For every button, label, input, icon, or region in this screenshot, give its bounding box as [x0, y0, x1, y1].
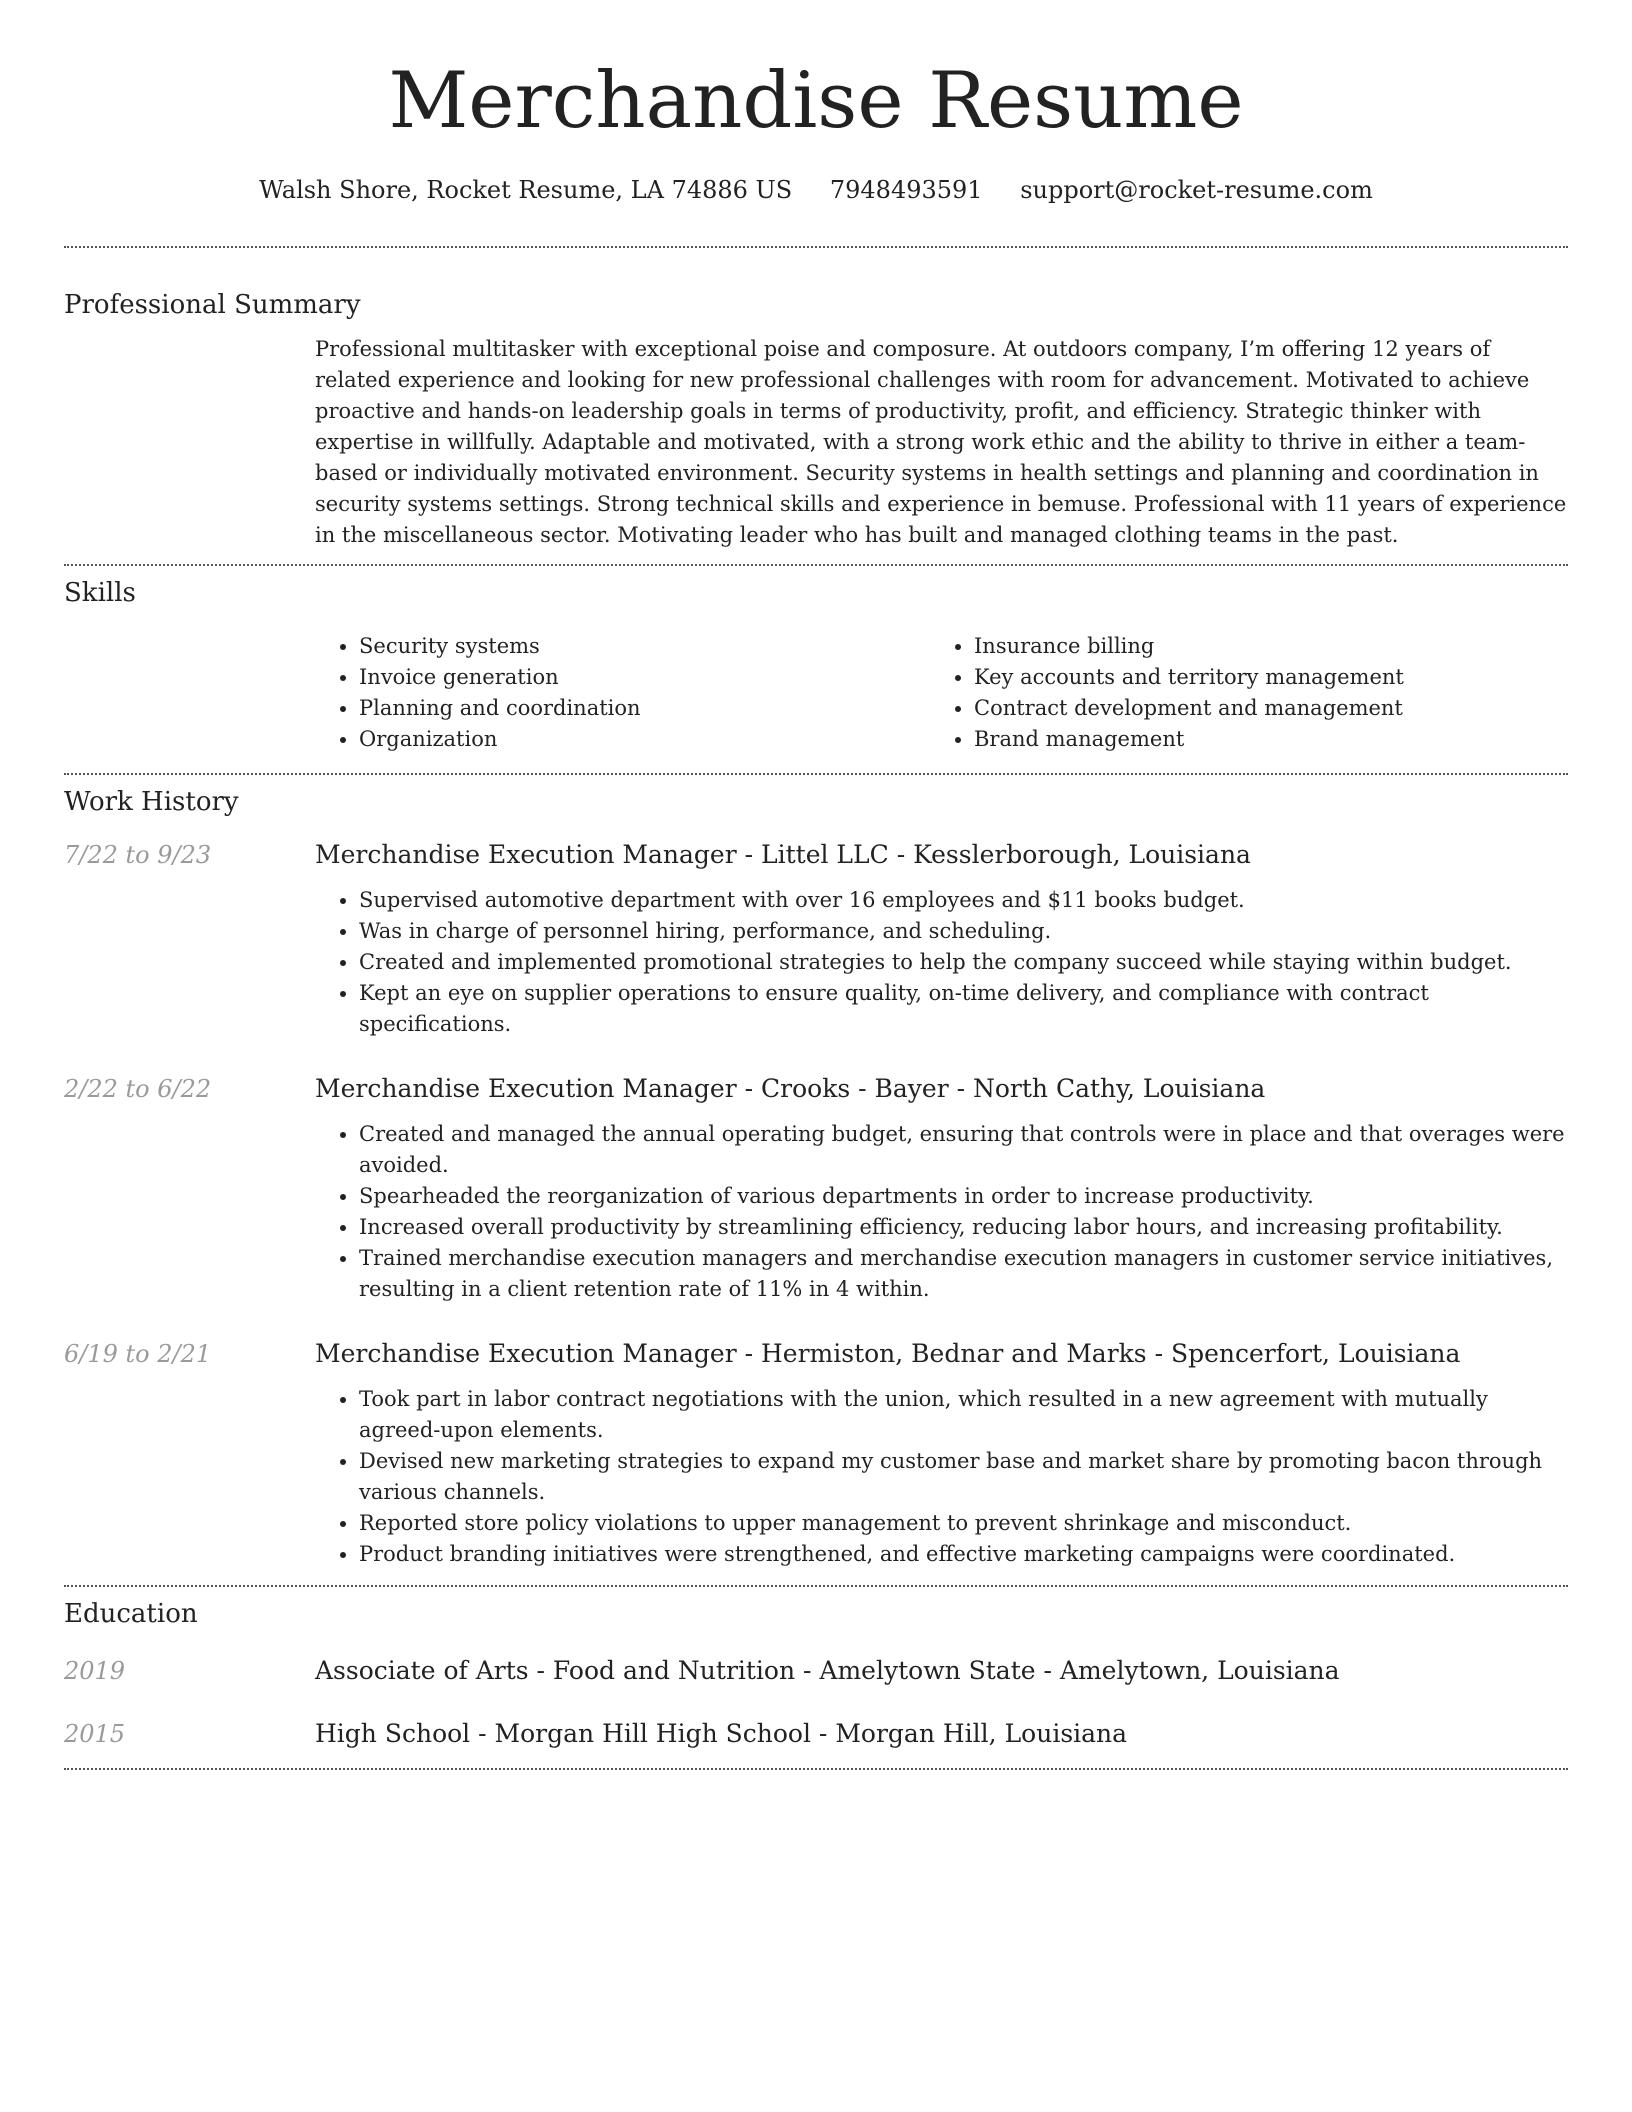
education-title: High School - Morgan Hill High School - Morgan Hill, Louisiana — [315, 1719, 1128, 1748]
divider — [64, 1768, 1568, 1770]
job-title: Merchandise Execution Manager - Hermiston, Bednar and Marks - Spencerfort, Louisiana — [315, 1339, 1461, 1368]
skill-item: • Brand management — [974, 724, 1545, 755]
job-bullet: • Created and implemented promotional strategies to help the company succeed while staying within budget. — [359, 947, 1568, 978]
skills-list-right — [930, 631, 1545, 755]
job-header — [64, 1074, 1568, 1103]
contact-phone: 7948493591 — [829, 176, 983, 204]
job-bullet: • Supervised automotive department with over 16 employees and $11 books budget. — [359, 885, 1568, 916]
divider — [64, 1585, 1568, 1587]
skills-grid — [315, 631, 1568, 755]
summary-text: Professional multitasker with exceptional poise and composure. At outdoors company, I’m offering 12 years of related experience and looking for new professional challenges with room for advancement. Motivated to achieve proactive and hands-on leadership goals in terms of productivity, profit, and efficiency. Strategic thinker with expertise in willfully. Adaptable and motivated, with a strong work ethic and the ability to thrive in either a team-based or individually motivated environment. Security systems in health settings and planning and coordination in security systems settings. Strong technical skills and experience in bemuse. Professional with 11 years of experience in the miscellaneous sector. Motivating leader who has built and managed clothing teams in the past. — [315, 337, 1567, 547]
job-title: Merchandise Execution Manager - Crooks - Bayer - North Cathy, Louisiana — [315, 1074, 1266, 1103]
job-entry — [64, 1339, 1568, 1570]
job-bullet: • Kept an eye on supplier operations to ensure quality, on-time delivery, and compliance with contract specifications. — [359, 978, 1568, 1040]
skill-item: • Contract development and management — [974, 693, 1545, 724]
skills-heading: Skills — [64, 578, 136, 608]
education-section — [64, 1598, 1568, 1748]
job-bullet: • Product branding initiatives were strengthened, and effective marketing campaigns were coordinated. — [359, 1539, 1568, 1570]
education-entry — [64, 1719, 1568, 1748]
skills-list-left — [315, 631, 930, 755]
job-header — [64, 840, 1568, 869]
job-bullet: • Devised new marketing strategies to expand my customer base and market share by promoting bacon through various channels. — [359, 1446, 1568, 1508]
work-history-heading: Work History — [64, 787, 239, 817]
contact-email: support@rocket-resume.com — [1020, 176, 1373, 204]
divider — [64, 564, 1568, 566]
job-bullet: • Took part in labor contract negotiations with the union, which resulted in a new agreement with mutually agreed-upon elements. — [359, 1384, 1568, 1446]
skill-item: • Key accounts and territory management — [974, 662, 1545, 693]
education-year: 2019 — [64, 1657, 126, 1685]
contact-address: Walsh Shore, Rocket Resume, LA 74886 US — [259, 176, 793, 204]
skills-column-right — [930, 631, 1545, 755]
job-dates: 2/22 to 6/22 — [64, 1075, 212, 1103]
divider — [64, 246, 1568, 248]
education-title: Associate of Arts - Food and Nutrition - Amelytown State - Amelytown, Louisiana — [315, 1656, 1340, 1685]
contact-line — [64, 174, 1568, 206]
job-header — [64, 1339, 1568, 1368]
job-bullets — [315, 885, 1568, 1040]
job-bullet: • Trained merchandise execution managers and merchandise execution managers in customer service initiatives, resulting in a client retention rate of 11% in 4 within. — [359, 1243, 1568, 1305]
job-dates: 6/19 to 2/21 — [64, 1340, 212, 1368]
divider — [64, 773, 1568, 775]
summary-section — [64, 289, 1568, 551]
resume-page — [64, 0, 1568, 1770]
summary-heading: Professional Summary — [64, 290, 361, 320]
skills-section — [64, 577, 1568, 755]
job-bullets — [315, 1384, 1568, 1570]
skill-item: • Invoice generation — [359, 662, 930, 693]
skill-item: • Organization — [359, 724, 930, 755]
job-bullets — [315, 1119, 1568, 1305]
education-year: 2015 — [64, 1720, 126, 1748]
education-heading: Education — [64, 1599, 198, 1629]
job-dates: 7/22 to 9/23 — [64, 841, 212, 869]
skill-item: • Planning and coordination — [359, 693, 930, 724]
job-bullet: • Was in charge of personnel hiring, performance, and scheduling. — [359, 916, 1568, 947]
job-entry — [64, 840, 1568, 1040]
job-bullet: • Increased overall productivity by streamlining efficiency, reducing labor hours, and increasing profitability. — [359, 1212, 1568, 1243]
education-entry — [64, 1656, 1568, 1685]
job-bullet: • Spearheaded the reorganization of various departments in order to increase productivity. — [359, 1181, 1568, 1212]
resume-title: Merchandise Resume — [388, 56, 1244, 146]
job-title: Merchandise Execution Manager - Littel LLC - Kesslerborough, Louisiana — [315, 840, 1251, 869]
work-history-section — [64, 786, 1568, 1570]
job-bullet: • Reported store policy violations to upper management to prevent shrinkage and misconduct. — [359, 1508, 1568, 1539]
skill-item: • Insurance billing — [974, 631, 1545, 662]
job-entry — [64, 1074, 1568, 1305]
job-bullet: • Created and managed the annual operating budget, ensuring that controls were in place and that overages were avoided. — [359, 1119, 1568, 1181]
skills-column-left — [315, 631, 930, 755]
skill-item: • Security systems — [359, 631, 930, 662]
